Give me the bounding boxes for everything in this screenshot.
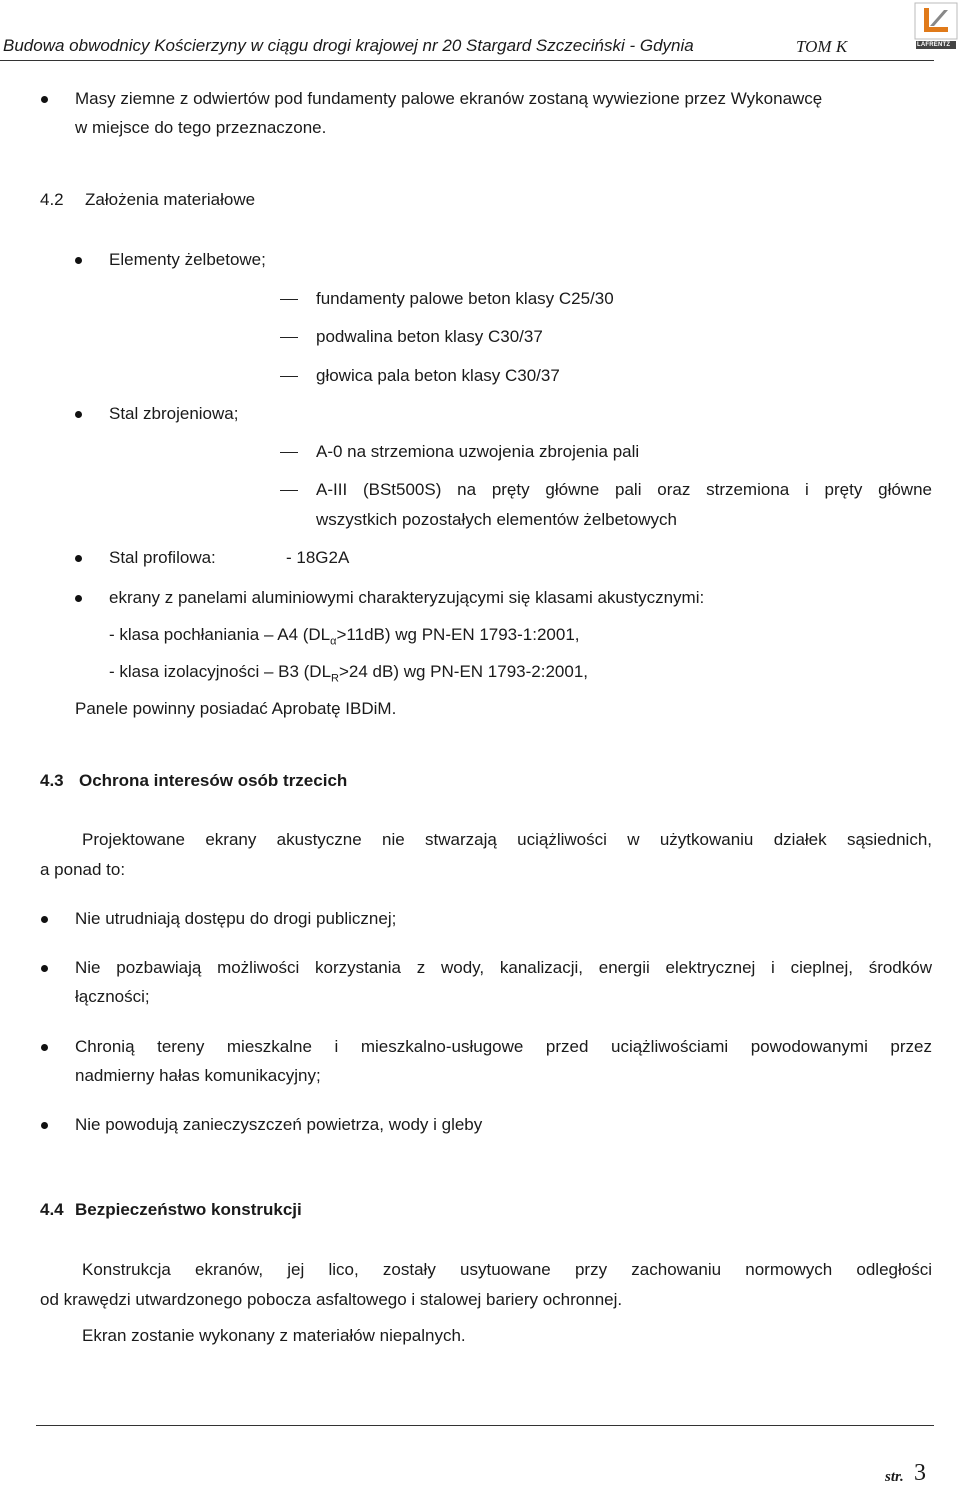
klasa-1-sub: α [330, 635, 337, 648]
page-label: str. [885, 1469, 904, 1485]
profil-value: - 18G2A [286, 548, 350, 567]
bullet-icon [41, 1044, 48, 1051]
list-item: Nie pozbawiają możliwości korzystania z wody, kanalizacji, energii elektrycznej i cieplnej, środków [75, 958, 932, 977]
bullet-icon [41, 1122, 48, 1129]
klasa-2-sub: R [331, 672, 339, 685]
section-4-4-number: 4.4 [40, 1200, 64, 1219]
list-item-continuation: łączności; [75, 987, 150, 1006]
klasa-1-text: - klasa pochłaniania – A4 (DL [109, 625, 331, 644]
header-rule [0, 60, 934, 61]
stal-label: Stal zbrojeniowa; [109, 404, 239, 423]
section-4-4-paragraph-2: Ekran zostanie wykonany z materiałów niepalnych. [82, 1326, 466, 1345]
dash-icon [280, 376, 298, 377]
intro-line-1: Masy ziemne z odwiertów pod fundamenty palowe ekranów zostaną wywiezione przez Wykonawcę [75, 89, 823, 108]
bullet-icon [41, 96, 48, 103]
klasa-1-rest: >11dB) wg PN-EN 1793-1:2001, [336, 625, 580, 644]
elementy-item: głowica pala beton klasy C30/37 [316, 366, 560, 385]
dash-icon [280, 452, 298, 453]
section-4-2-title: Założenia materiałowe [85, 190, 256, 209]
bullet-icon [75, 257, 82, 264]
section-4-4-title: Bezpieczeństwo konstrukcji [75, 1200, 302, 1219]
dash-icon [280, 299, 298, 300]
section-4-4-paragraph-line-1: Konstrukcja ekranów, jej lico, zostały usytuowane przy zachowaniu normowych odległości [82, 1260, 932, 1279]
list-item: Nie utrudniają dostępu do drogi publicznej; [75, 909, 397, 928]
section-4-2-number: 4.2 [40, 190, 64, 209]
klasa-pochlaniania [109, 625, 580, 647]
section-4-4-paragraph-line-2: od krawędzi utwardzonego pobocza asfaltowego i stalowej bariery ochronnej. [40, 1290, 623, 1309]
klasa-izolacyjnosci [109, 662, 588, 684]
bullet-icon [75, 555, 82, 562]
bullet-icon [41, 965, 48, 972]
section-4-3-paragraph-line-2: a ponad to: [40, 860, 126, 879]
list-item-continuation: nadmierny hałas komunikacyjny; [75, 1066, 321, 1085]
section-4-3-number: 4.3 [40, 771, 64, 790]
stal-item: A-0 na strzemiona uzwojenia zbrojenia pali [316, 442, 640, 461]
logo-text: LAFRENTZ [917, 42, 951, 48]
company-logo [914, 2, 958, 50]
page-number: 3 [914, 1460, 926, 1486]
elementy-item: fundamenty palowe beton klasy C25/30 [316, 289, 614, 308]
klasa-2-text: - klasa izolacyjności – B3 (DL [109, 662, 332, 681]
list-item: Chronią tereny mieszkalne i mieszkalno-usługowe przed uciążliwościami powodowanymi przez [75, 1037, 932, 1056]
footer-rule [36, 1425, 934, 1426]
section-4-3-paragraph-line-1: Projektowane ekrany akustyczne nie stwarzają uciążliwości w użytkowaniu działek sąsiednich, [82, 830, 932, 849]
ekrany-label: ekrany z panelami aluminiowymi charakteryzującymi się klasami akustycznymi: [109, 588, 705, 607]
dash-icon [280, 490, 298, 491]
header-tom: TOM K [796, 37, 848, 56]
bullet-icon [41, 916, 48, 923]
panele-text: Panele powinny posiadać Aprobatę IBDiM. [75, 699, 397, 718]
header-title: Budowa obwodnicy Kościerzyny w ciągu drogi krajowej nr 20 Stargard Szczeciński - Gdynia [3, 36, 694, 55]
bullet-icon [75, 595, 82, 602]
list-item: Nie powodują zanieczyszczeń powietrza, wody i gleby [75, 1115, 483, 1134]
profil-label: Stal profilowa: [109, 548, 216, 567]
elementy-label: Elementy żelbetowe; [109, 250, 266, 269]
dash-icon [280, 337, 298, 338]
stal-item: A-III (BSt500S) na pręty główne pali oraz strzemiona i pręty główne [316, 480, 932, 499]
stal-item-continuation: wszystkich pozostałych elementów żelbetowych [316, 510, 677, 529]
klasa-2-rest: >24 dB) wg PN-EN 1793-2:2001, [338, 662, 588, 681]
elementy-item: podwalina beton klasy C30/37 [316, 327, 543, 346]
bullet-icon [75, 411, 82, 418]
section-4-3-title: Ochrona interesów osób trzecich [79, 771, 348, 790]
intro-line-2: w miejsce do tego przeznaczone. [75, 118, 327, 137]
